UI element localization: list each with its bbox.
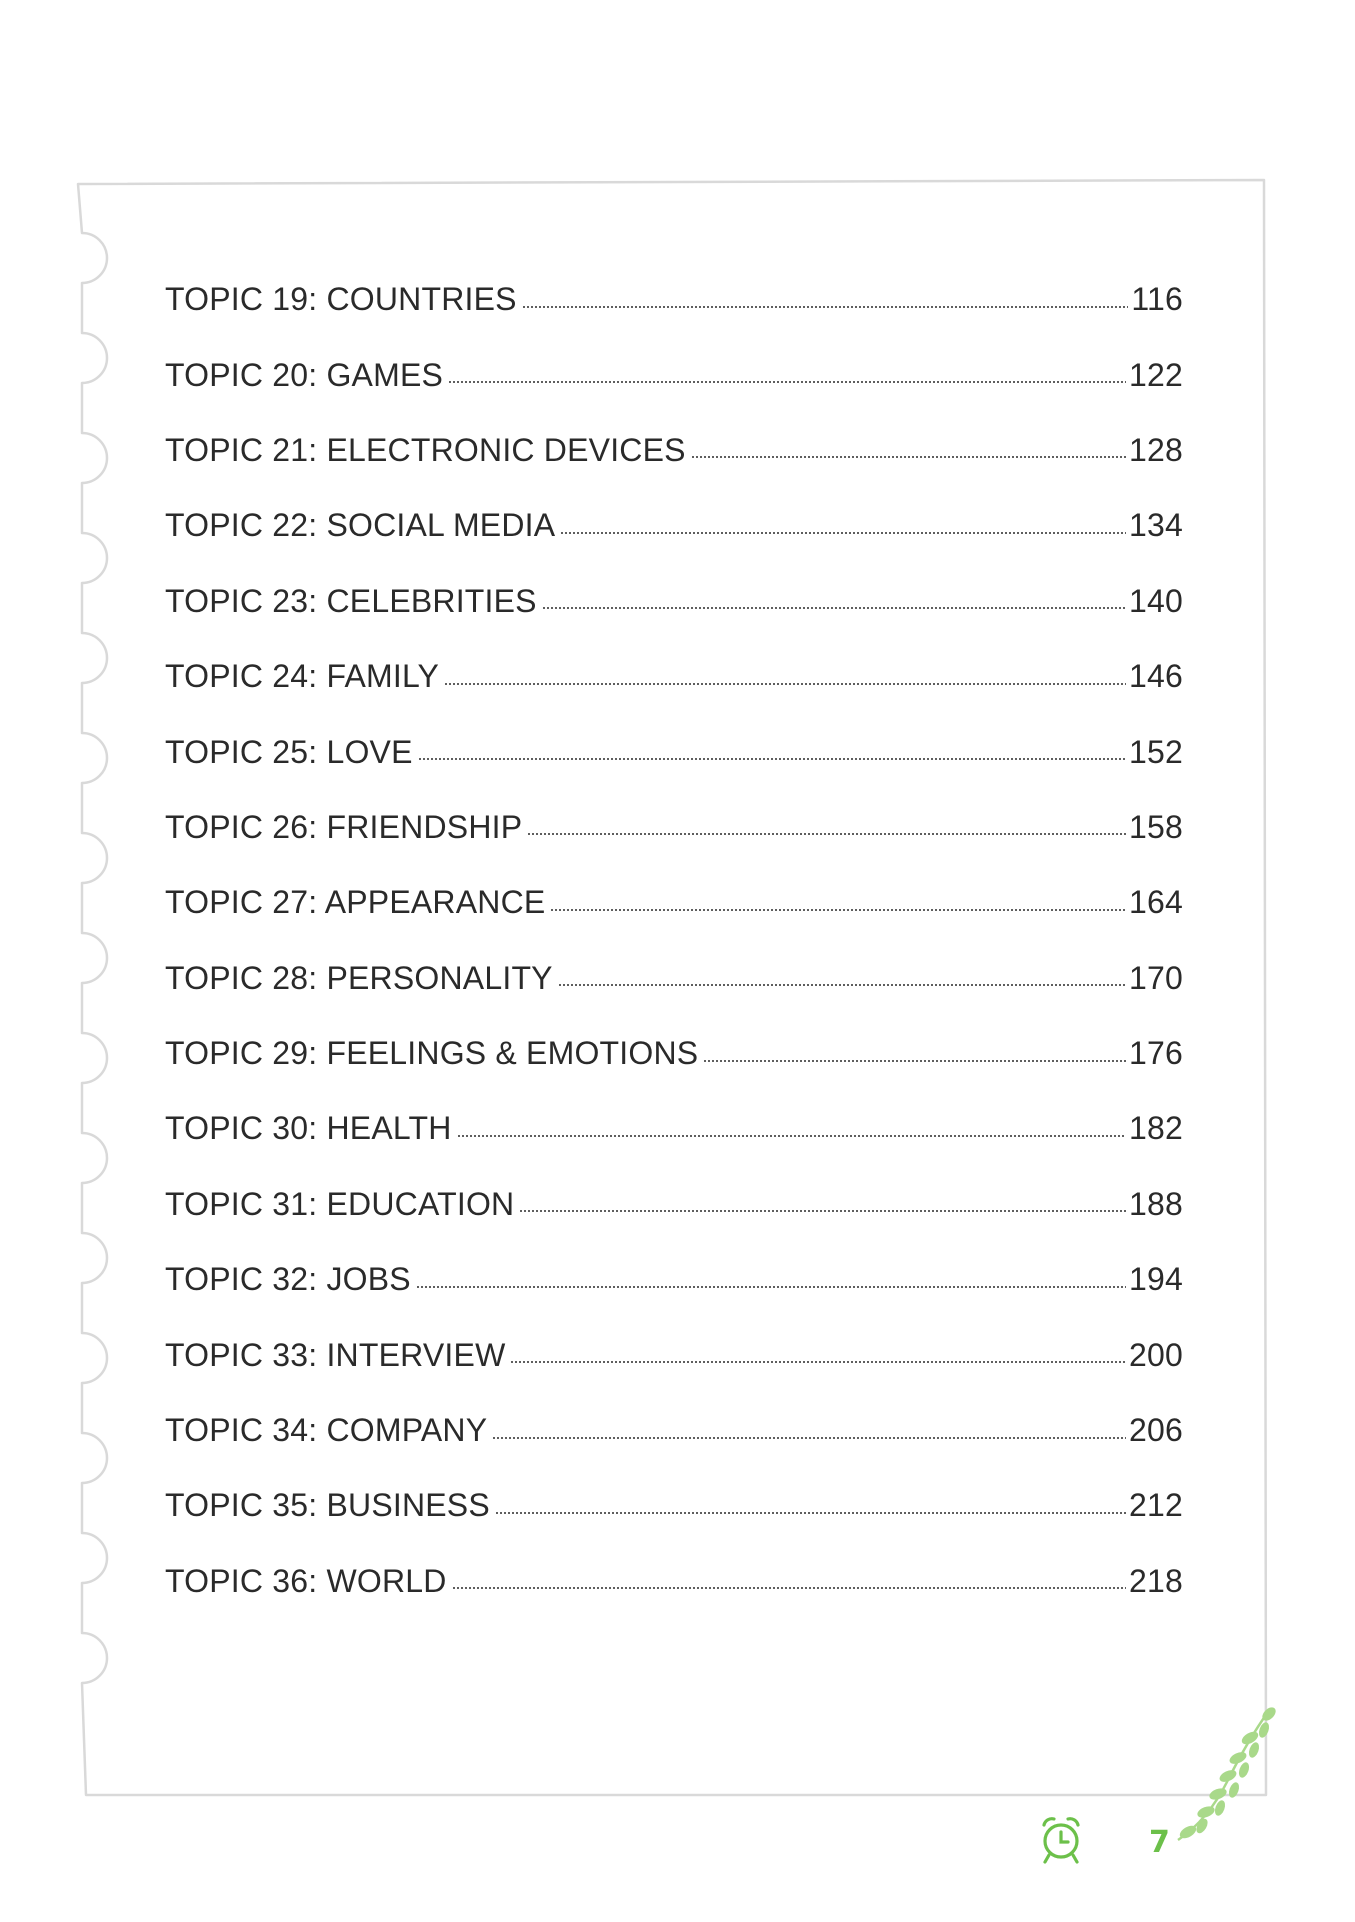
dot-leader [550,909,1126,911]
toc-entry-page: 194 [1129,1261,1183,1298]
toc-entry-title: TOPIC 34: COMPANY [165,1412,488,1449]
table-of-contents [165,262,1183,1619]
toc-entry[interactable] [165,1242,1183,1317]
toc-entry[interactable] [165,262,1183,337]
toc-entry-page: 164 [1129,884,1183,921]
toc-entry-page: 134 [1129,507,1183,544]
toc-entry-page: 176 [1129,1035,1183,1072]
toc-entry-title: TOPIC 21: ELECTRONIC DEVICES [165,431,686,468]
toc-entry[interactable] [165,564,1183,639]
toc-entry-page: 188 [1129,1185,1183,1222]
toc-entry-title: TOPIC 29: FEELINGS & EMOTIONS [165,1035,699,1072]
toc-entry-page: 182 [1129,1110,1183,1147]
toc-entry-page: 158 [1129,808,1183,845]
toc-entry-title: TOPIC 35: BUSINESS [165,1487,490,1524]
toc-entry-title: TOPIC 32: JOBS [165,1261,411,1298]
toc-entry-page: 152 [1129,733,1183,770]
toc-entry-title: TOPIC 33: INTERVIEW [165,1336,506,1373]
toc-entry-title: TOPIC 31: EDUCATION [165,1185,515,1222]
dot-leader [448,381,1126,383]
toc-entry[interactable] [165,714,1183,789]
toc-entry-page: 206 [1129,1412,1183,1449]
dot-leader [444,683,1126,685]
toc-entry[interactable] [165,790,1183,865]
toc-entry-title: TOPIC 26: FRIENDSHIP [165,808,523,845]
toc-entry[interactable] [165,1544,1183,1619]
dot-leader [452,1587,1126,1589]
toc-entry[interactable] [165,1468,1183,1543]
toc-entry-title: TOPIC 22: SOCIAL MEDIA [165,507,556,544]
toc-entry[interactable] [165,337,1183,412]
dot-leader [691,456,1126,458]
toc-entry-page: 128 [1129,431,1183,468]
dot-leader [457,1135,1126,1137]
toc-entry-title: TOPIC 23: CELEBRITIES [165,582,537,619]
toc-entry-page: 170 [1129,959,1183,996]
toc-entry[interactable] [165,488,1183,563]
dot-leader [495,1512,1126,1514]
toc-entry-page: 122 [1129,356,1183,393]
toc-entry-title: TOPIC 24: FAMILY [165,658,440,695]
toc-entry[interactable] [165,865,1183,940]
dot-leader [542,607,1126,609]
toc-entry-title: TOPIC 20: GAMES [165,356,444,393]
dot-leader [416,1286,1126,1288]
toc-entry[interactable] [165,639,1183,714]
toc-entry[interactable] [165,1317,1183,1392]
toc-entry-page: 116 [1131,281,1183,318]
alarm-clock-icon [1036,1810,1086,1870]
toc-entry-title: TOPIC 36: WORLD [165,1562,447,1599]
toc-entry-title: TOPIC 25: LOVE [165,733,413,770]
toc-entry-title: TOPIC 28: PERSONALITY [165,959,553,996]
page-number: 7 [1149,1825,1170,1860]
toc-entry-page: 200 [1129,1336,1183,1373]
dot-leader [558,984,1126,986]
dot-leader [510,1361,1126,1363]
toc-entry-title: TOPIC 30: HEALTH [165,1110,452,1147]
dot-leader [560,532,1126,534]
toc-entry-page: 218 [1129,1562,1183,1599]
toc-entry-title: TOPIC 19: COUNTRIES [165,281,517,318]
toc-entry-page: 212 [1129,1487,1183,1524]
dot-leader [492,1437,1126,1439]
leafy-branch-icon [1168,1700,1278,1850]
toc-entry-title: TOPIC 27: APPEARANCE [165,884,546,921]
dot-leader [418,758,1126,760]
toc-entry-page: 146 [1129,658,1183,695]
toc-entry[interactable] [165,1091,1183,1166]
dot-leader [703,1060,1126,1062]
toc-entry-page: 140 [1129,582,1183,619]
dot-leader [519,1210,1126,1212]
toc-entry[interactable] [165,941,1183,1016]
toc-entry[interactable] [165,1167,1183,1242]
toc-entry[interactable] [165,1393,1183,1468]
dot-leader [527,833,1126,835]
dot-leader [522,306,1129,308]
toc-entry[interactable] [165,1016,1183,1091]
toc-entry[interactable] [165,413,1183,488]
